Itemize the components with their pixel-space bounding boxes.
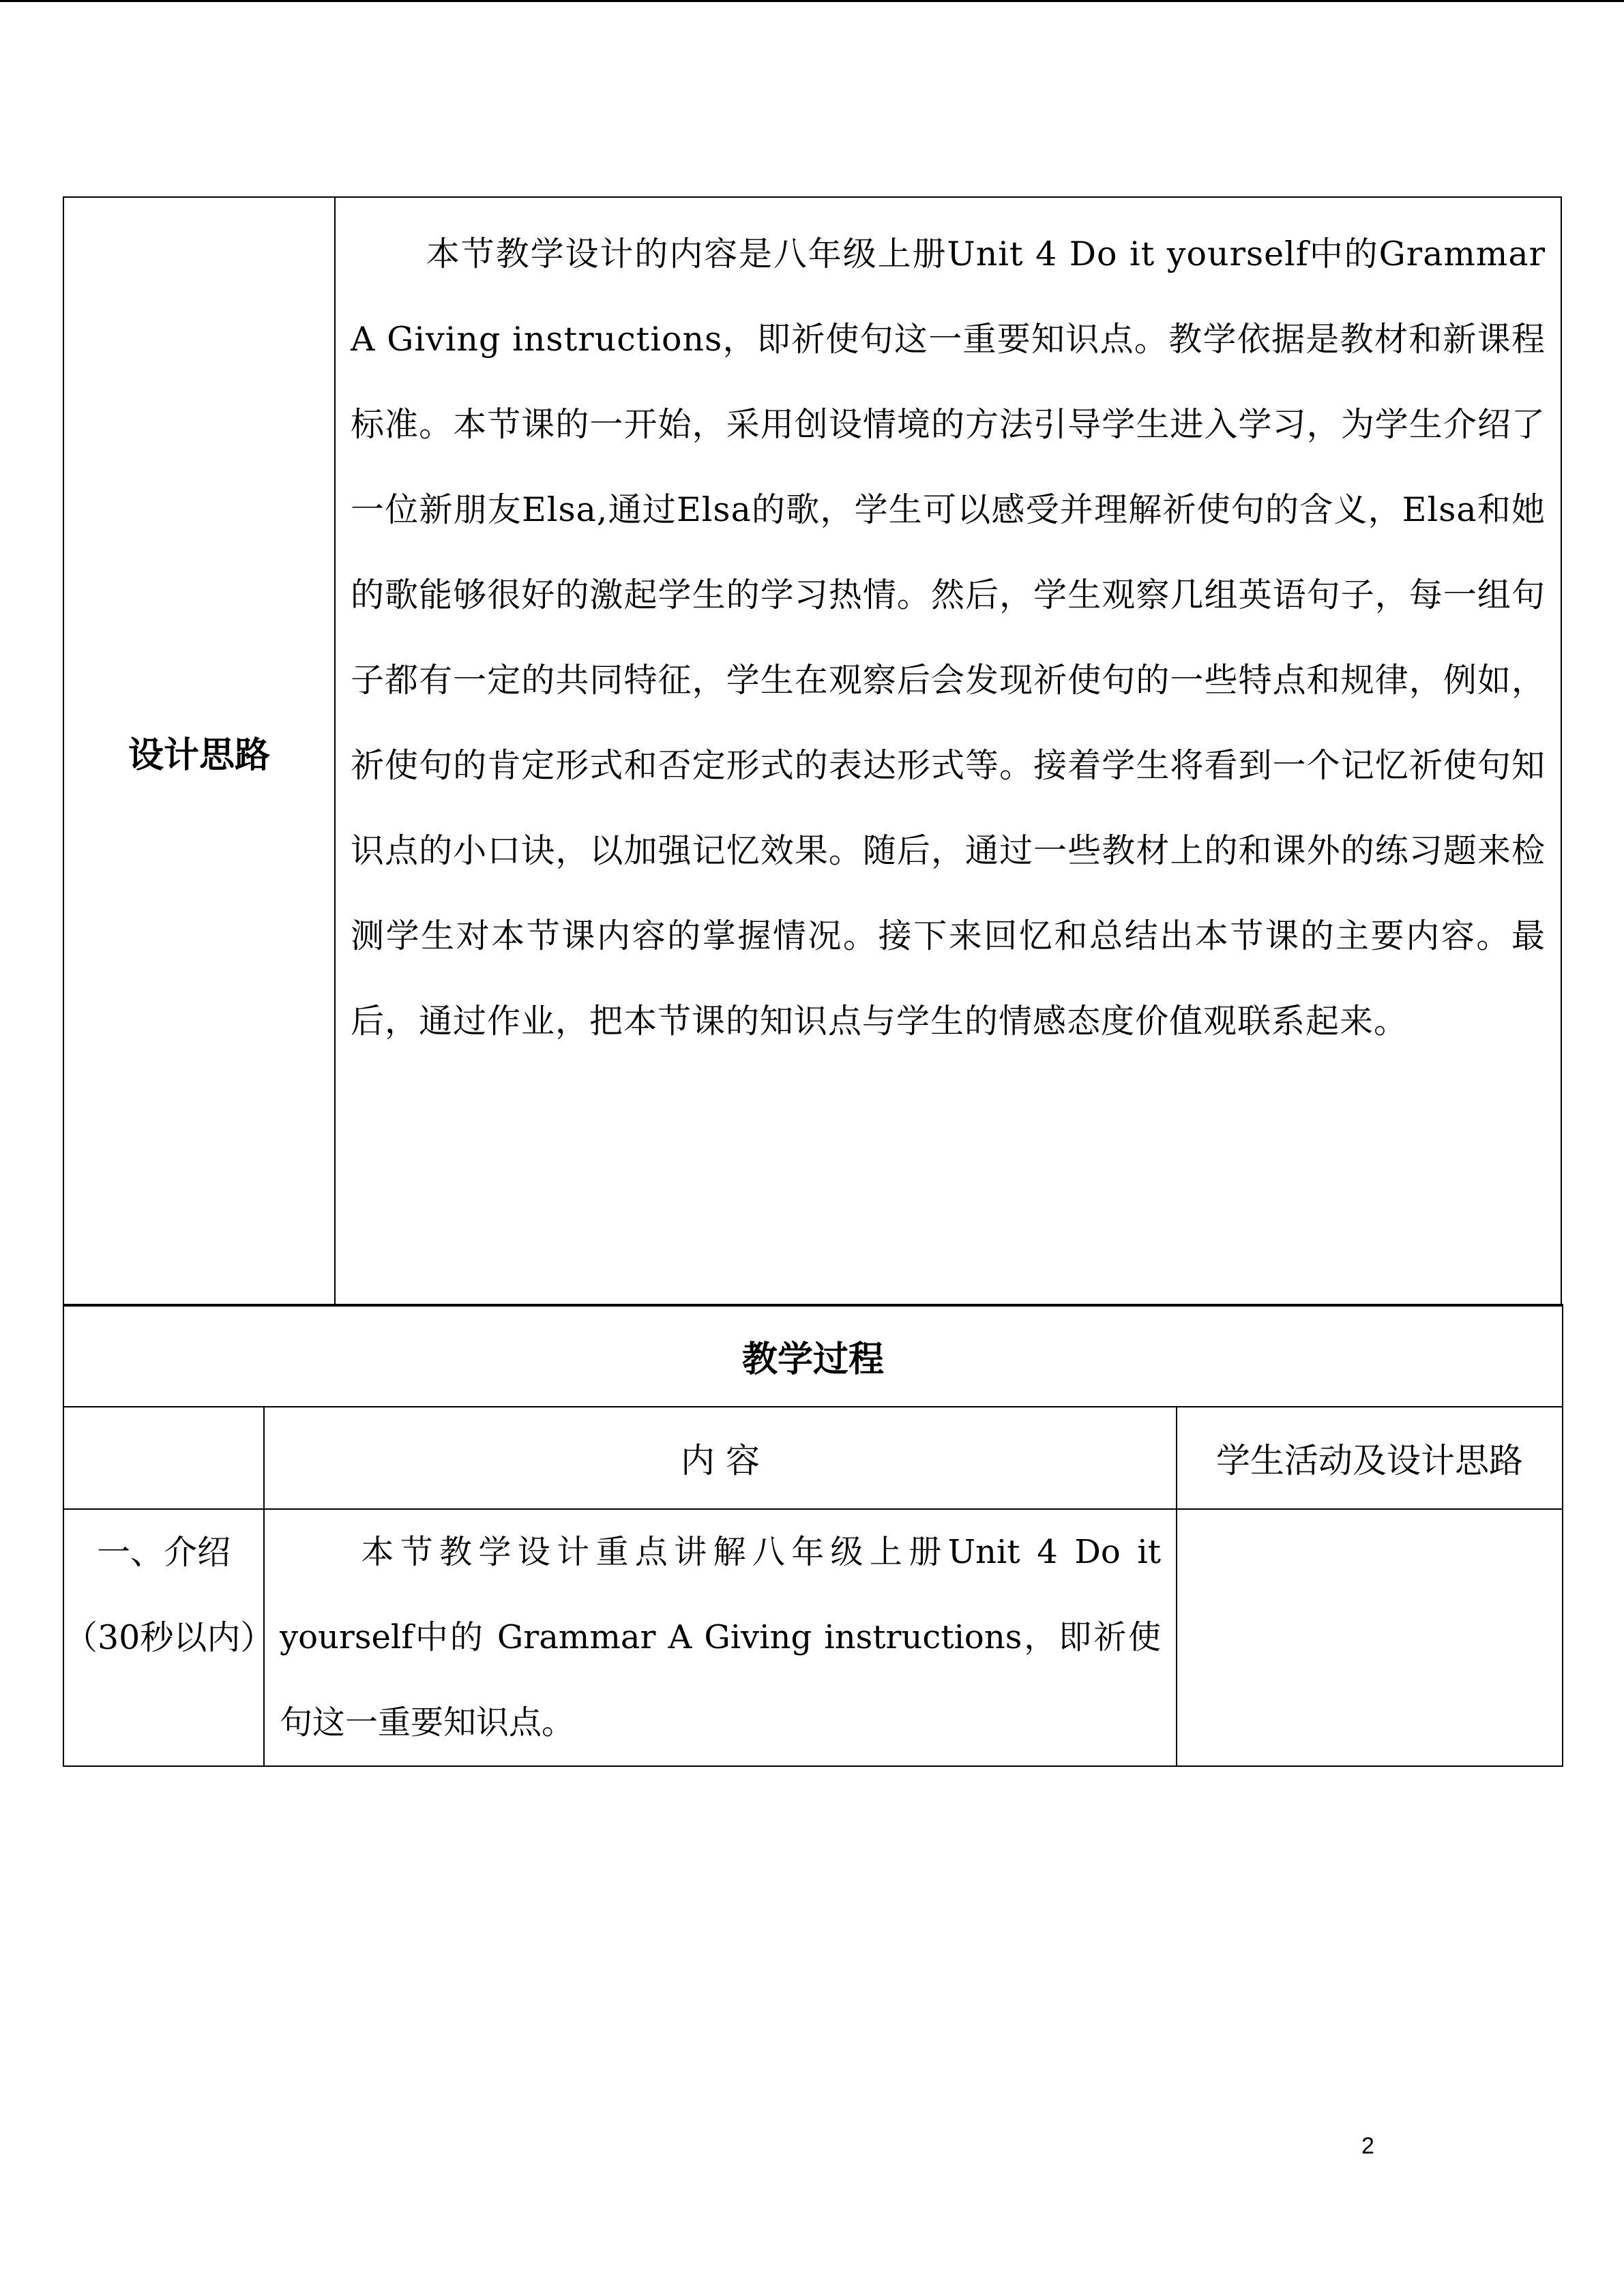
design-rationale-text: 本节教学设计的内容是八年级上册Unit 4 Do it yourself中的Grammar A Giving instructions，即祈使句这一重要知识点。教学依据是教材和新课程标准。本节课的一开始，采用创设情境的方法引导学生进入学习，为学生介绍了一位新朋友Elsa,通过Elsa的歌，学生可以感受并理解祈使句的含义，Elsa和她的歌能够很好的激起学生的学习热情。然后，学生观察几组英语句子，每一组句子都有一定的共同特征，学生在观察后会发现祈使句的一些特点和规律，例如，祈使句的肯定形式和否定形式的表达形式等。接着学生将看到一个记忆祈使句知识点的小口诀，以加强记忆效果。随后，通过一些教材上的和课外的练习题来检测学生对本节课内容的掌握情况。接下来回忆和总结出本节课的主要内容。最后，通过作业，把本节课的知识点与学生的情感态度价值观联系起来。: [351, 235, 1546, 1041]
process-title: 教学过程: [63, 1304, 1563, 1407]
process-row: [63, 1509, 1563, 1766]
process-title-row: [63, 1304, 1563, 1407]
design-rationale-table: [63, 196, 1562, 1307]
step-content-cell: [264, 1509, 1177, 1766]
design-rationale-row: [63, 197, 1561, 1306]
design-rationale-cell: [335, 197, 1561, 1306]
header-step-cell: [63, 1407, 264, 1509]
header-content: 内 容: [264, 1407, 1177, 1509]
page-number: 2: [1361, 2133, 1374, 2159]
step-label: 一、介绍（30秒以内）: [63, 1509, 264, 1766]
page-top-border: [0, 0, 1624, 2]
design-rationale-label: 设计思路: [63, 197, 335, 1306]
step-activity: [1177, 1509, 1563, 1766]
step-content: 本节教学设计重点讲解八年级上册Unit 4 Do it yourself中的 Grammar A Giving instructions，即祈使句这一重要知识点。: [280, 1533, 1161, 1742]
teaching-process-table: [63, 1304, 1563, 1767]
process-header-row: [63, 1407, 1563, 1509]
header-activity: 学生活动及设计思路: [1177, 1407, 1563, 1509]
